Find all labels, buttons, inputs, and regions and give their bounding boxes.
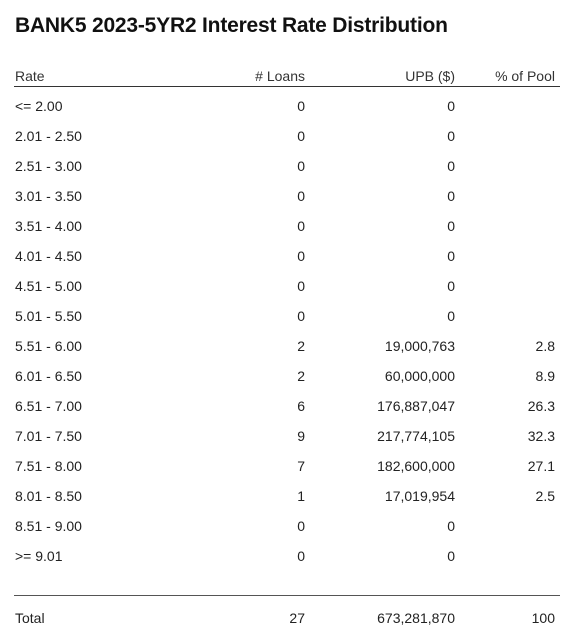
row-upb: 0 xyxy=(447,98,455,114)
row-loans: 0 xyxy=(297,518,305,534)
row-rate: 3.51 - 4.00 xyxy=(15,218,82,234)
row-upb: 0 xyxy=(447,218,455,234)
row-pct: 2.8 xyxy=(535,338,555,354)
table-row xyxy=(14,397,560,427)
row-rate: 8.51 - 9.00 xyxy=(15,518,82,534)
table-body xyxy=(14,97,560,577)
row-rate: 8.01 - 8.50 xyxy=(15,488,82,504)
row-loans: 1 xyxy=(297,488,305,504)
row-rate: 2.01 - 2.50 xyxy=(15,128,82,144)
header-rate: Rate xyxy=(15,68,45,84)
row-loans: 0 xyxy=(297,98,305,114)
table-row xyxy=(14,547,560,577)
header-loans: # Loans xyxy=(255,68,305,84)
row-loans: 0 xyxy=(297,128,305,144)
page-title: BANK5 2023-5YR2 Interest Rate Distribution xyxy=(15,14,448,37)
row-loans: 2 xyxy=(297,338,305,354)
total-label: Total xyxy=(15,610,45,626)
row-pct: 26.3 xyxy=(527,398,555,414)
table-row xyxy=(14,97,560,127)
row-loans: 0 xyxy=(297,218,305,234)
table-row xyxy=(14,427,560,457)
total-pct: 100 xyxy=(531,610,555,626)
total-loans: 27 xyxy=(289,610,305,626)
total-divider xyxy=(14,595,560,596)
row-rate: 5.01 - 5.50 xyxy=(15,308,82,324)
row-loans: 6 xyxy=(297,398,305,414)
table-row xyxy=(14,307,560,337)
table-row xyxy=(14,457,560,487)
row-upb: 0 xyxy=(447,278,455,294)
row-upb: 0 xyxy=(447,128,455,144)
row-upb: 17,019,954 xyxy=(384,488,455,504)
row-loans: 0 xyxy=(297,158,305,174)
row-loans: 0 xyxy=(297,248,305,264)
row-loans: 0 xyxy=(297,308,305,324)
table-row xyxy=(14,187,560,217)
total-upb: 673,281,870 xyxy=(377,610,455,626)
row-pct: 27.1 xyxy=(527,458,555,474)
row-upb: 0 xyxy=(447,518,455,534)
row-loans: 0 xyxy=(297,278,305,294)
row-rate: >= 9.01 xyxy=(15,548,63,564)
row-rate: 3.01 - 3.50 xyxy=(15,188,82,204)
row-rate: 4.51 - 5.00 xyxy=(15,278,82,294)
row-rate: 4.01 - 4.50 xyxy=(15,248,82,264)
row-upb: 0 xyxy=(447,308,455,324)
row-rate: 6.01 - 6.50 xyxy=(15,368,82,384)
table-row xyxy=(14,277,560,307)
row-upb: 0 xyxy=(447,548,455,564)
row-pct: 2.5 xyxy=(535,488,555,504)
row-rate: 6.51 - 7.00 xyxy=(15,398,82,414)
row-upb: 176,887,047 xyxy=(377,398,455,414)
row-rate: 2.51 - 3.00 xyxy=(15,158,82,174)
table-header xyxy=(14,66,560,87)
header-upb: UPB ($) xyxy=(405,68,455,84)
table-row xyxy=(14,337,560,367)
table-row xyxy=(14,367,560,397)
table-row xyxy=(14,127,560,157)
table-row xyxy=(14,517,560,547)
row-pct: 32.3 xyxy=(527,428,555,444)
table-row xyxy=(14,487,560,517)
table-row xyxy=(14,217,560,247)
row-upb: 60,000,000 xyxy=(384,368,455,384)
row-upb: 0 xyxy=(447,188,455,204)
table-row xyxy=(14,247,560,277)
row-loans: 2 xyxy=(297,368,305,384)
row-loans: 9 xyxy=(297,428,305,444)
row-pct: 8.9 xyxy=(535,368,555,384)
row-rate: 7.01 - 7.50 xyxy=(15,428,82,444)
row-rate: <= 2.00 xyxy=(15,98,63,114)
row-rate: 7.51 - 8.00 xyxy=(15,458,82,474)
row-upb: 19,000,763 xyxy=(384,338,455,354)
table-row xyxy=(14,157,560,187)
row-upb: 0 xyxy=(447,158,455,174)
header-pct: % of Pool xyxy=(495,68,555,84)
row-rate: 5.51 - 6.00 xyxy=(15,338,82,354)
row-loans: 7 xyxy=(297,458,305,474)
row-upb: 182,600,000 xyxy=(377,458,455,474)
row-loans: 0 xyxy=(297,188,305,204)
row-upb: 217,774,105 xyxy=(377,428,455,444)
row-upb: 0 xyxy=(447,248,455,264)
row-loans: 0 xyxy=(297,548,305,564)
total-row xyxy=(14,609,560,629)
